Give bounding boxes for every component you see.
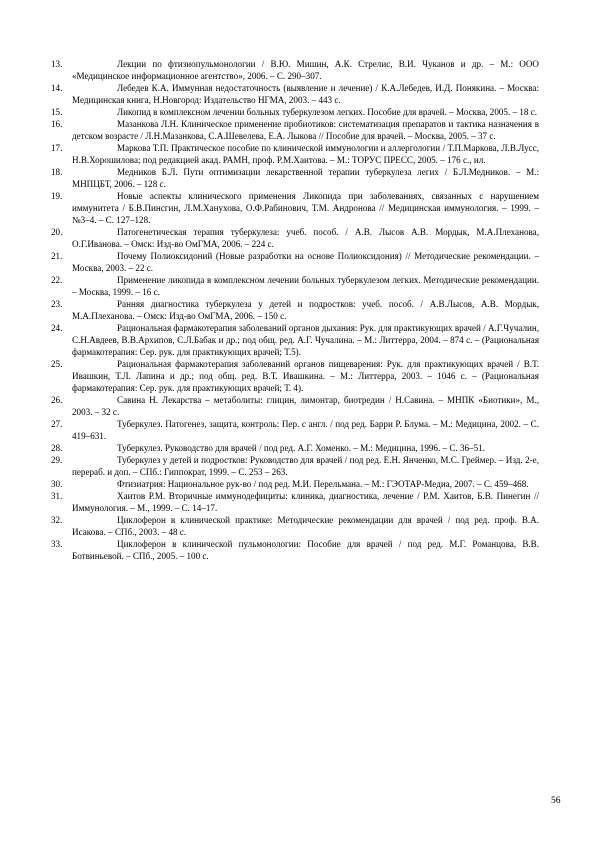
reference-number: 18. (51, 167, 63, 177)
reference-text: Рациональная фармакотерапия заболеваний органов дыхания: Рук. для практикующих врачей / А.Г.Чучалин, С.Н.Авдеев, В.В.Архипов, С.Л.Бабак и др.; под общ. ред. А.Г. Чучалина. – М.: Литтерра, 2004. – 874 с. – (Рациональная фармакотерапия: Сер. рук. для практикующих врачей; Т.5). (72, 323, 539, 357)
reference-number: 29. (51, 455, 63, 465)
reference-text: Туберкулез. Руководство для врачей / под ред. А.Г. Хоменко. – М.: Медицина, 1996. – С. 36–51. (117, 443, 485, 453)
reference-number: 31. (51, 491, 63, 501)
reference-text: Хаитов Р.М. Вторичные иммунодефициты: клиника, диагностика, лечение / Р.М. Хаитов, Б.В. Пинегин // Иммунология. – М., 1999. – С. 14–17. (72, 491, 539, 513)
reference-item (51, 322, 539, 358)
reference-text: Рациональная фармакотерапия заболеваний органов пищеварения: Рук. для практикующих врачей / В.Т. Ивашкин, Т.Л. Лапина и др.; под общ. ред. В.Т. Ивашкина. – М.: Литтерра, 2003. – 1046 с. – (Рациональная фармакотерапия: Сер. рук. для практикующих врачей; Т. 4). (72, 359, 539, 393)
reference-item (51, 490, 539, 514)
reference-number: 26. (51, 395, 63, 405)
reference-text: Почему Полиоксидоний (Новые разработки на основе Полиоксидония) // Методические рекомендации. – Москва, 2003. – 22 с. (72, 251, 539, 273)
reference-number: 20. (51, 227, 63, 237)
reference-text: Ликопид в комплексном лечении больных туберкулезом легких. Пособие для врачей. – Москва, 2005. – 18 с. (117, 107, 538, 117)
reference-number: 21. (51, 251, 63, 261)
reference-text: Циклоферон в клинической пульмонологии: Пособие для врачей / под ред. М.Г. Романцова, В.В. Ботвиньевой. – СПб., 2005. – 100 с. (72, 539, 539, 561)
reference-number: 16. (51, 119, 63, 129)
page-number: 56 (551, 796, 561, 806)
reference-text: Патогенетическая терапия туберкулеза: учеб. пособ. / А.В. Лысов А.В. Мордык, М.А.Плеханова, О.Г.Иванова. – Омск: Изд-во ОмГМА, 2006. – 224 с. (72, 227, 539, 249)
reference-item (51, 358, 539, 394)
reference-text: Фтизиатрия: Национальное рук-во / под ред. М.И. Перельмана. – М.: ГЭОТАР-Медиа, 2007. – С. 459–468. (117, 479, 529, 489)
reference-number: 13. (51, 59, 63, 69)
reference-item (51, 118, 539, 142)
reference-text: Ранняя диагностика туберкулеза у детей и подростков: учеб. пособ. / А.В.Лысов, А.В. Мордык, М.А.Плеханова. – Омск: Изд-во ОмГМА, 2006. – 150 с. (72, 299, 539, 321)
reference-item (51, 142, 539, 166)
reference-number: 27. (51, 419, 63, 429)
reference-item (51, 106, 539, 118)
reference-item (51, 166, 539, 190)
reference-number: 14. (51, 83, 63, 93)
reference-item (51, 442, 539, 454)
reference-number: 30. (51, 479, 63, 489)
reference-item (51, 394, 539, 418)
reference-number: 25. (51, 359, 63, 369)
reference-number: 23. (51, 299, 63, 309)
reference-item (51, 82, 539, 106)
reference-text: Туберкулез. Патогенез, защита, контроль: Пер. с англ. / под ред. Барри Р. Блума. – М.: Медицина, 2002. – С. 419–631. (72, 419, 539, 441)
reference-text: Мазанкова Л.Н. Клиническое применение пробиотиков: систематизация препаратов и тактика назначения в детском возрасте / Л.Н.Мазанкова, С.А.Шевелева, Е.А. Лыкова // Пособие для врачей. – Москва, 2005. – 37 с. (72, 119, 539, 141)
reference-item (51, 250, 539, 274)
reference-number: 17. (51, 143, 63, 153)
reference-text: Новые аспекты клинического применения Ликопида при заболеваниях, связанных с нарушением иммунитета / Б.В.Пинсгин, Л.М.Ханухова, О.Ф.Рабинович, Т.М. Андронова // Медицинская иммунология. – 1999. – №3–4. – С. 127–128. (72, 191, 539, 225)
reference-text: Лекции по фтизиопульмонологии / В.Ю. Мишин, А.К. Стрелис, В.И. Чуканов и др. – М.: ООО «Медицинское информационное агентство», 2006. – С. 290–307. (72, 59, 539, 81)
reference-number: 24. (51, 323, 63, 333)
reference-text: Циклоферон в клинической практике: Методические рекомендации для врачей / под ред. проф. В.А. Исакова. – СПб., 2003. – 48 с. (72, 515, 539, 537)
reference-list (51, 58, 539, 562)
reference-item (51, 514, 539, 538)
reference-number: 22. (51, 275, 63, 285)
reference-text: Савина Н. Лекарства – метаболиты: глицин, лимонтар, биотредин / Н.Савина. – МНПК «Биотики», М., 2003. – 32 с. (72, 395, 539, 417)
reference-number: 32. (51, 515, 63, 525)
reference-item (51, 454, 539, 478)
reference-text: Маркова Т.П. Практическое пособие по клинической иммунологии и аллергологии / Т.П.Маркова, Л.В.Лусс, Н.В.Хорошилова; под редакцией акад. РАМН, проф. Р.М.Хаитова. – М.: ТОРУС ПРЕСС, 2005. – 176 с., ил. (72, 143, 539, 165)
reference-item (51, 190, 539, 226)
reference-item (51, 418, 539, 442)
reference-item (51, 298, 539, 322)
reference-number: 15. (51, 107, 63, 117)
reference-number: 28. (51, 443, 63, 453)
reference-number: 33. (51, 539, 63, 549)
reference-item (51, 226, 539, 250)
reference-text: Медников Б.Л. Пути оптимизации лекарственной терапии туберкулеза легих / Б.Л.Медников. – М.: МНПЦБТ, 2006. – 128 с. (72, 167, 539, 189)
reference-item (51, 478, 539, 490)
reference-number: 19. (51, 191, 63, 201)
reference-item (51, 274, 539, 298)
reference-item (51, 538, 539, 562)
reference-text: Лебедев К.А. Иммунная недостаточность (выявление и лечение) / К.А.Лебедев, И.Д. Понякина. – Москва: Медицинская книга, Н.Новгород: Издательство НГМА, 2003. – 443 с. (72, 83, 539, 105)
reference-item (51, 58, 539, 82)
reference-text: Туберкулез у детей и подростков: Руководство для врачей / под ред. Е.Н. Янченко, М.С. Греймер. – Изд. 2-е, перераб. и доп. – СПб.: Гиппократ, 1999. – С. 253 – 263. (72, 455, 539, 477)
reference-text: Применение ликопида в комплексном лечении больных туберкулезом легких. Методические рекомендации. – Москва, 1999. – 16 с. (72, 275, 539, 297)
